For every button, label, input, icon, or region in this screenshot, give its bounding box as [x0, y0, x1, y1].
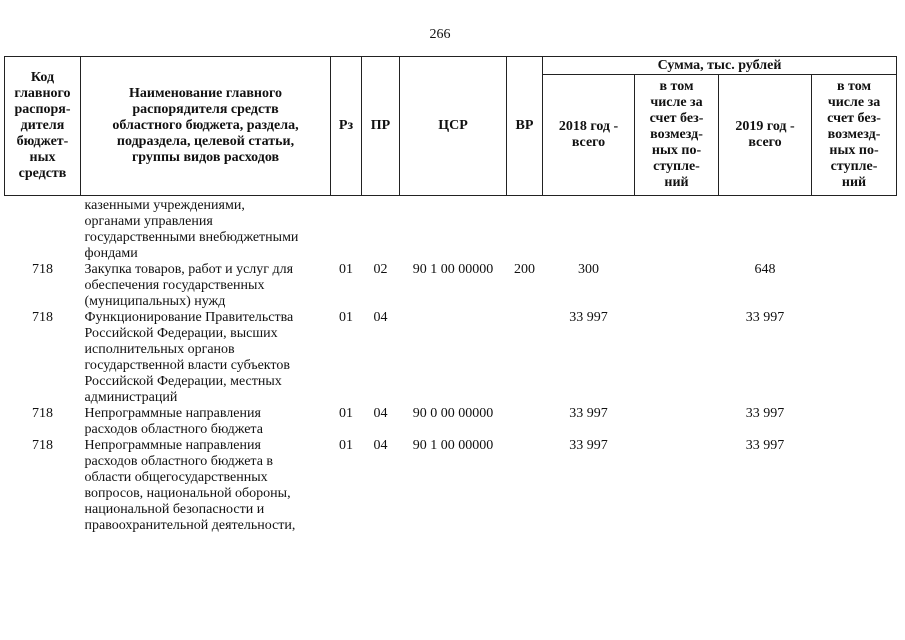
cell-2019-free: [812, 310, 897, 406]
cell-vr: [507, 438, 543, 534]
cell-csr: 90 1 00 00000: [412, 438, 494, 453]
cell-2018-total: 33 997: [569, 438, 608, 453]
cell-2019-total: 33 997: [745, 438, 785, 453]
header-vr: ВР: [507, 57, 543, 196]
cell-2019-total: 33 997: [745, 310, 785, 325]
header-name: Наименование главного распорядителя средств областного бюджета, раздела, подраздела, целевой статьи, группы видов расходов: [81, 57, 331, 196]
table-row: [5, 262, 897, 310]
cell-2018-free: [635, 406, 719, 438]
cell-name: Непрограммные направления расходов областного бюджета в области общегосударственных вопросов, национальной обороны, национальной безопасности и правоохранительной деятельности,: [84, 438, 296, 533]
cell-2019-total: 648: [754, 262, 776, 277]
continuation-row: [5, 196, 897, 263]
header-pr: ПР: [362, 57, 400, 196]
cell-pr: 02: [373, 262, 388, 277]
table-row: [5, 438, 897, 534]
cell-2018-total: 300: [578, 262, 599, 277]
cell-pr: 04: [373, 438, 388, 453]
header-sum-group: Сумма, тыс. рублей: [543, 57, 897, 75]
cell-2019-free: [812, 262, 897, 310]
cell-vr: [507, 406, 543, 438]
page-number: 266: [429, 27, 451, 42]
header-2018-total: 2018 год - всего: [543, 75, 635, 196]
cell-code: 718: [32, 438, 53, 453]
header-2019-free: в том числе за счет без- возмезд- ных по- ступле- ний: [812, 75, 897, 196]
table-header: [5, 57, 897, 196]
cell-2018-free: [635, 310, 719, 406]
cell-name: Функционирование Правительства Российской Федерации, высших исполнительных органов государственной власти субъектов Российской Федерации, местных администраций: [84, 310, 294, 405]
cell-pr: 04: [373, 310, 388, 325]
continuation-text: казенными учреждениями, органами управления государственными внебюджетными фондами: [84, 198, 299, 261]
cell-rz: 01: [339, 438, 353, 453]
cell-2018-free: [635, 262, 719, 310]
header-2019-total: 2019 год - всего: [719, 75, 812, 196]
cell-2018-total: 33 997: [569, 406, 608, 421]
cell-csr: 90 0 00 00000: [412, 406, 494, 421]
cell-rz: 01: [339, 262, 353, 277]
header-2018-free: в том числе за счет без- возмезд- ных по- ступле- ний: [635, 75, 719, 196]
cell-vr: [507, 310, 543, 406]
cell-vr: 200: [514, 262, 535, 277]
table-row: [5, 406, 897, 438]
cell-code: 718: [32, 406, 53, 421]
cell-2019-free: [812, 438, 897, 534]
cell-2019-total: 33 997: [745, 406, 785, 421]
cell-code: 718: [32, 262, 53, 277]
header-rz: Рз: [331, 57, 362, 196]
table-row: [5, 310, 897, 406]
cell-2018-total: 33 997: [569, 310, 608, 325]
cell-name: Непрограммные направления расходов областного бюджета: [84, 406, 263, 437]
cell-rz: 01: [339, 406, 353, 421]
cell-csr: 90 1 00 00000: [412, 262, 494, 277]
cell-2019-free: [812, 406, 897, 438]
cell-rz: 01: [339, 310, 353, 325]
cell-name: Закупка товаров, работ и услуг для обеспечения государственных (муниципальных) нужд: [84, 262, 294, 309]
budget-table: [4, 56, 897, 534]
cell-csr: [400, 310, 507, 406]
cell-pr: 04: [373, 406, 388, 421]
header-csr: ЦСР: [400, 57, 507, 196]
cell-code: 718: [32, 310, 53, 325]
cell-2018-free: [635, 438, 719, 534]
header-code: Код главного распоря- дителя бюджет- ных средств: [5, 57, 81, 196]
